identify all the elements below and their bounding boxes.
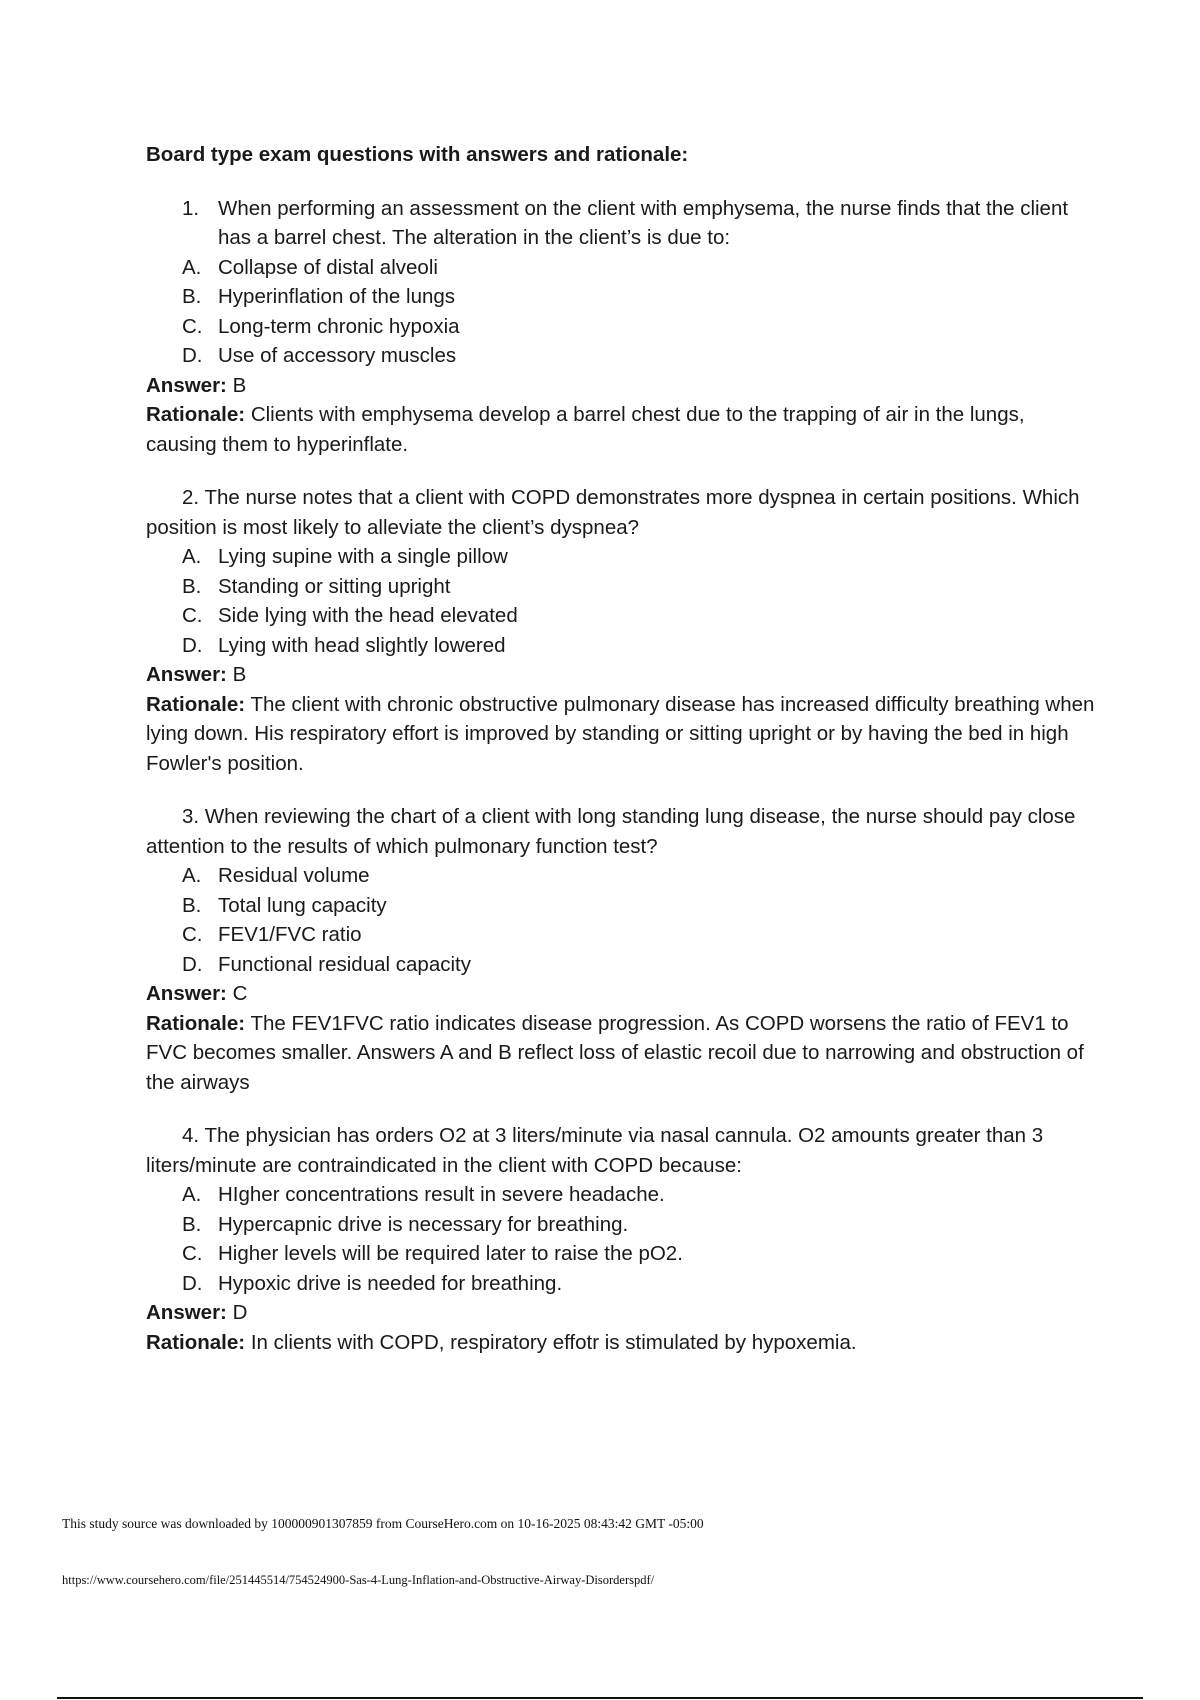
question-number: 3. [182,805,200,828]
answer-label: Answer: [146,1301,227,1324]
question-text [146,483,1096,542]
option-text: Long-term chronic hypoxia [218,314,460,338]
download-notice: This study source was downloaded by 100000901307859 from CourseHero.com on 10-16-2025 08:43:42 GMT -05:00 [62,1516,704,1531]
option-letter: D. [182,344,203,367]
document-heading: Board type exam questions with answers and rationale: [146,143,689,166]
answer-options [146,542,1096,660]
option-text: Use of accessory muscles [218,344,457,367]
question-body: When reviewing the chart of a client with long standing lung disease, the nurse should pay close attention to the results of which pulmonary function test? [146,805,1076,858]
option-d [182,631,1096,661]
option-letter: C. [182,314,203,338]
option-b [182,1210,1096,1240]
question-text [146,802,1096,861]
question-1 [146,194,1096,460]
rationale-label: Rationale: [146,1330,246,1354]
option-letter: D. [182,1271,203,1295]
answer-line [146,371,1096,401]
question-body: The nurse notes that a client with COPD demonstrates more dyspnea in certain positions. Which position is most likely to alleviate the client’s dyspnea? [146,486,1080,539]
option-letter: A. [182,1183,202,1206]
question-2 [146,483,1096,778]
option-letter: D. [182,952,203,976]
rationale-line [146,1328,1096,1358]
option-letter: A. [182,545,202,568]
answer-value: C [232,982,248,1005]
option-letter: B. [182,893,202,917]
rationale-label: Rationale: [146,1011,246,1035]
rationale-text: The FEV1FVC ratio indicates disease progression. As COPD worsens the ratio of FEV1 to FVC becomes smaller. Answers A and B reflect loss of elastic recoil due to narrowing and obstruction of the airways [146,1011,1084,1094]
option-b [182,282,1096,312]
rationale-line [146,400,1096,459]
option-text: Lying supine with a single pillow [218,545,508,568]
option-a [182,253,1096,283]
option-text: Lying with head slightly lowered [218,633,506,657]
option-letter: A. [182,255,202,279]
option-text: Standing or sitting upright [218,574,451,598]
answer-label: Answer: [146,982,227,1005]
option-a [182,1180,1096,1210]
question-4 [146,1121,1096,1357]
option-text: HIgher concentrations result in severe headache. [218,1183,665,1206]
option-text: Functional residual capacity [218,952,471,976]
rationale-line [146,690,1096,779]
answer-value: D [232,1301,248,1324]
option-d [182,950,1096,980]
question-number: 4. [182,1124,200,1147]
answer-line [146,660,1096,690]
rationale-text: Clients with emphysema develop a barrel chest due to the trapping of air in the lungs, causing them to hyperinflate. [146,403,1025,456]
option-a [182,542,1096,572]
option-letter: C. [182,1242,203,1265]
answer-line [146,979,1096,1009]
option-letter: B. [182,1212,202,1236]
rationale-text: The client with chronic obstructive pulmonary disease has increased difficulty breathing when lying down. His respiratory effort is improved by standing or sitting upright or by having the bed in high Fowler's position. [146,692,1095,775]
option-d [182,1269,1096,1299]
rationale-line [146,1009,1096,1098]
page-bottom-rule [57,1697,1143,1699]
source-url[interactable]: https://www.coursehero.com/file/251445514/754524900-Sas-4-Lung-Inflation-and-Obstructive-Airway-Disorderspdf/ [62,1573,655,1587]
rationale-label: Rationale: [146,692,246,716]
option-c [182,920,1096,950]
option-letter: C. [182,604,203,627]
answer-value: B [232,373,247,397]
option-text: Hyperinflation of the lungs [218,285,456,308]
option-text: FEV1/FVC ratio [218,923,362,946]
option-text: Hypercapnic drive is necessary for breathing. [218,1212,629,1236]
option-letter: B. [182,574,202,598]
rationale-text: In clients with COPD, respiratory effotr is stimulated by hypoxemia. [250,1330,857,1354]
answer-options [146,1180,1096,1298]
question-number: 1. [182,196,200,220]
question-3 [146,802,1096,1097]
answer-label: Answer: [146,373,227,397]
answer-label: Answer: [146,663,227,686]
option-letter: C. [182,923,203,946]
option-c [182,312,1096,342]
question-body: When performing an assessment on the client with emphysema, the nurse finds that the client has a barrel chest. The alteration in the client’s is due to: [218,196,1069,249]
option-d [182,341,1096,371]
answer-options [146,253,1096,371]
option-b [182,572,1096,602]
option-c [182,601,1096,631]
answer-line [146,1298,1096,1328]
option-text: Residual volume [218,864,370,887]
option-text: Side lying with the head elevated [218,604,518,627]
option-a [182,861,1096,891]
option-letter: B. [182,285,202,308]
answer-value: B [232,663,247,686]
rationale-label: Rationale: [146,403,246,426]
option-text: Collapse of distal alveoli [218,255,438,279]
question-text [146,1121,1096,1180]
option-c [182,1239,1096,1269]
question-number: 2. [182,486,200,509]
option-letter: D. [182,633,203,657]
option-text: Total lung capacity [218,893,387,917]
question-text [146,194,1096,253]
option-text: Hypoxic drive is needed for breathing. [218,1271,563,1295]
option-text: Higher levels will be required later to raise the pO2. [218,1242,683,1265]
answer-options [146,861,1096,979]
question-body: The physician has orders O2 at 3 liters/minute via nasal cannula. O2 amounts greater than 3 liters/minute are contraindicated in the client with COPD because: [146,1124,1044,1177]
document-content [146,140,1096,1381]
option-b [182,891,1096,921]
option-letter: A. [182,864,202,887]
